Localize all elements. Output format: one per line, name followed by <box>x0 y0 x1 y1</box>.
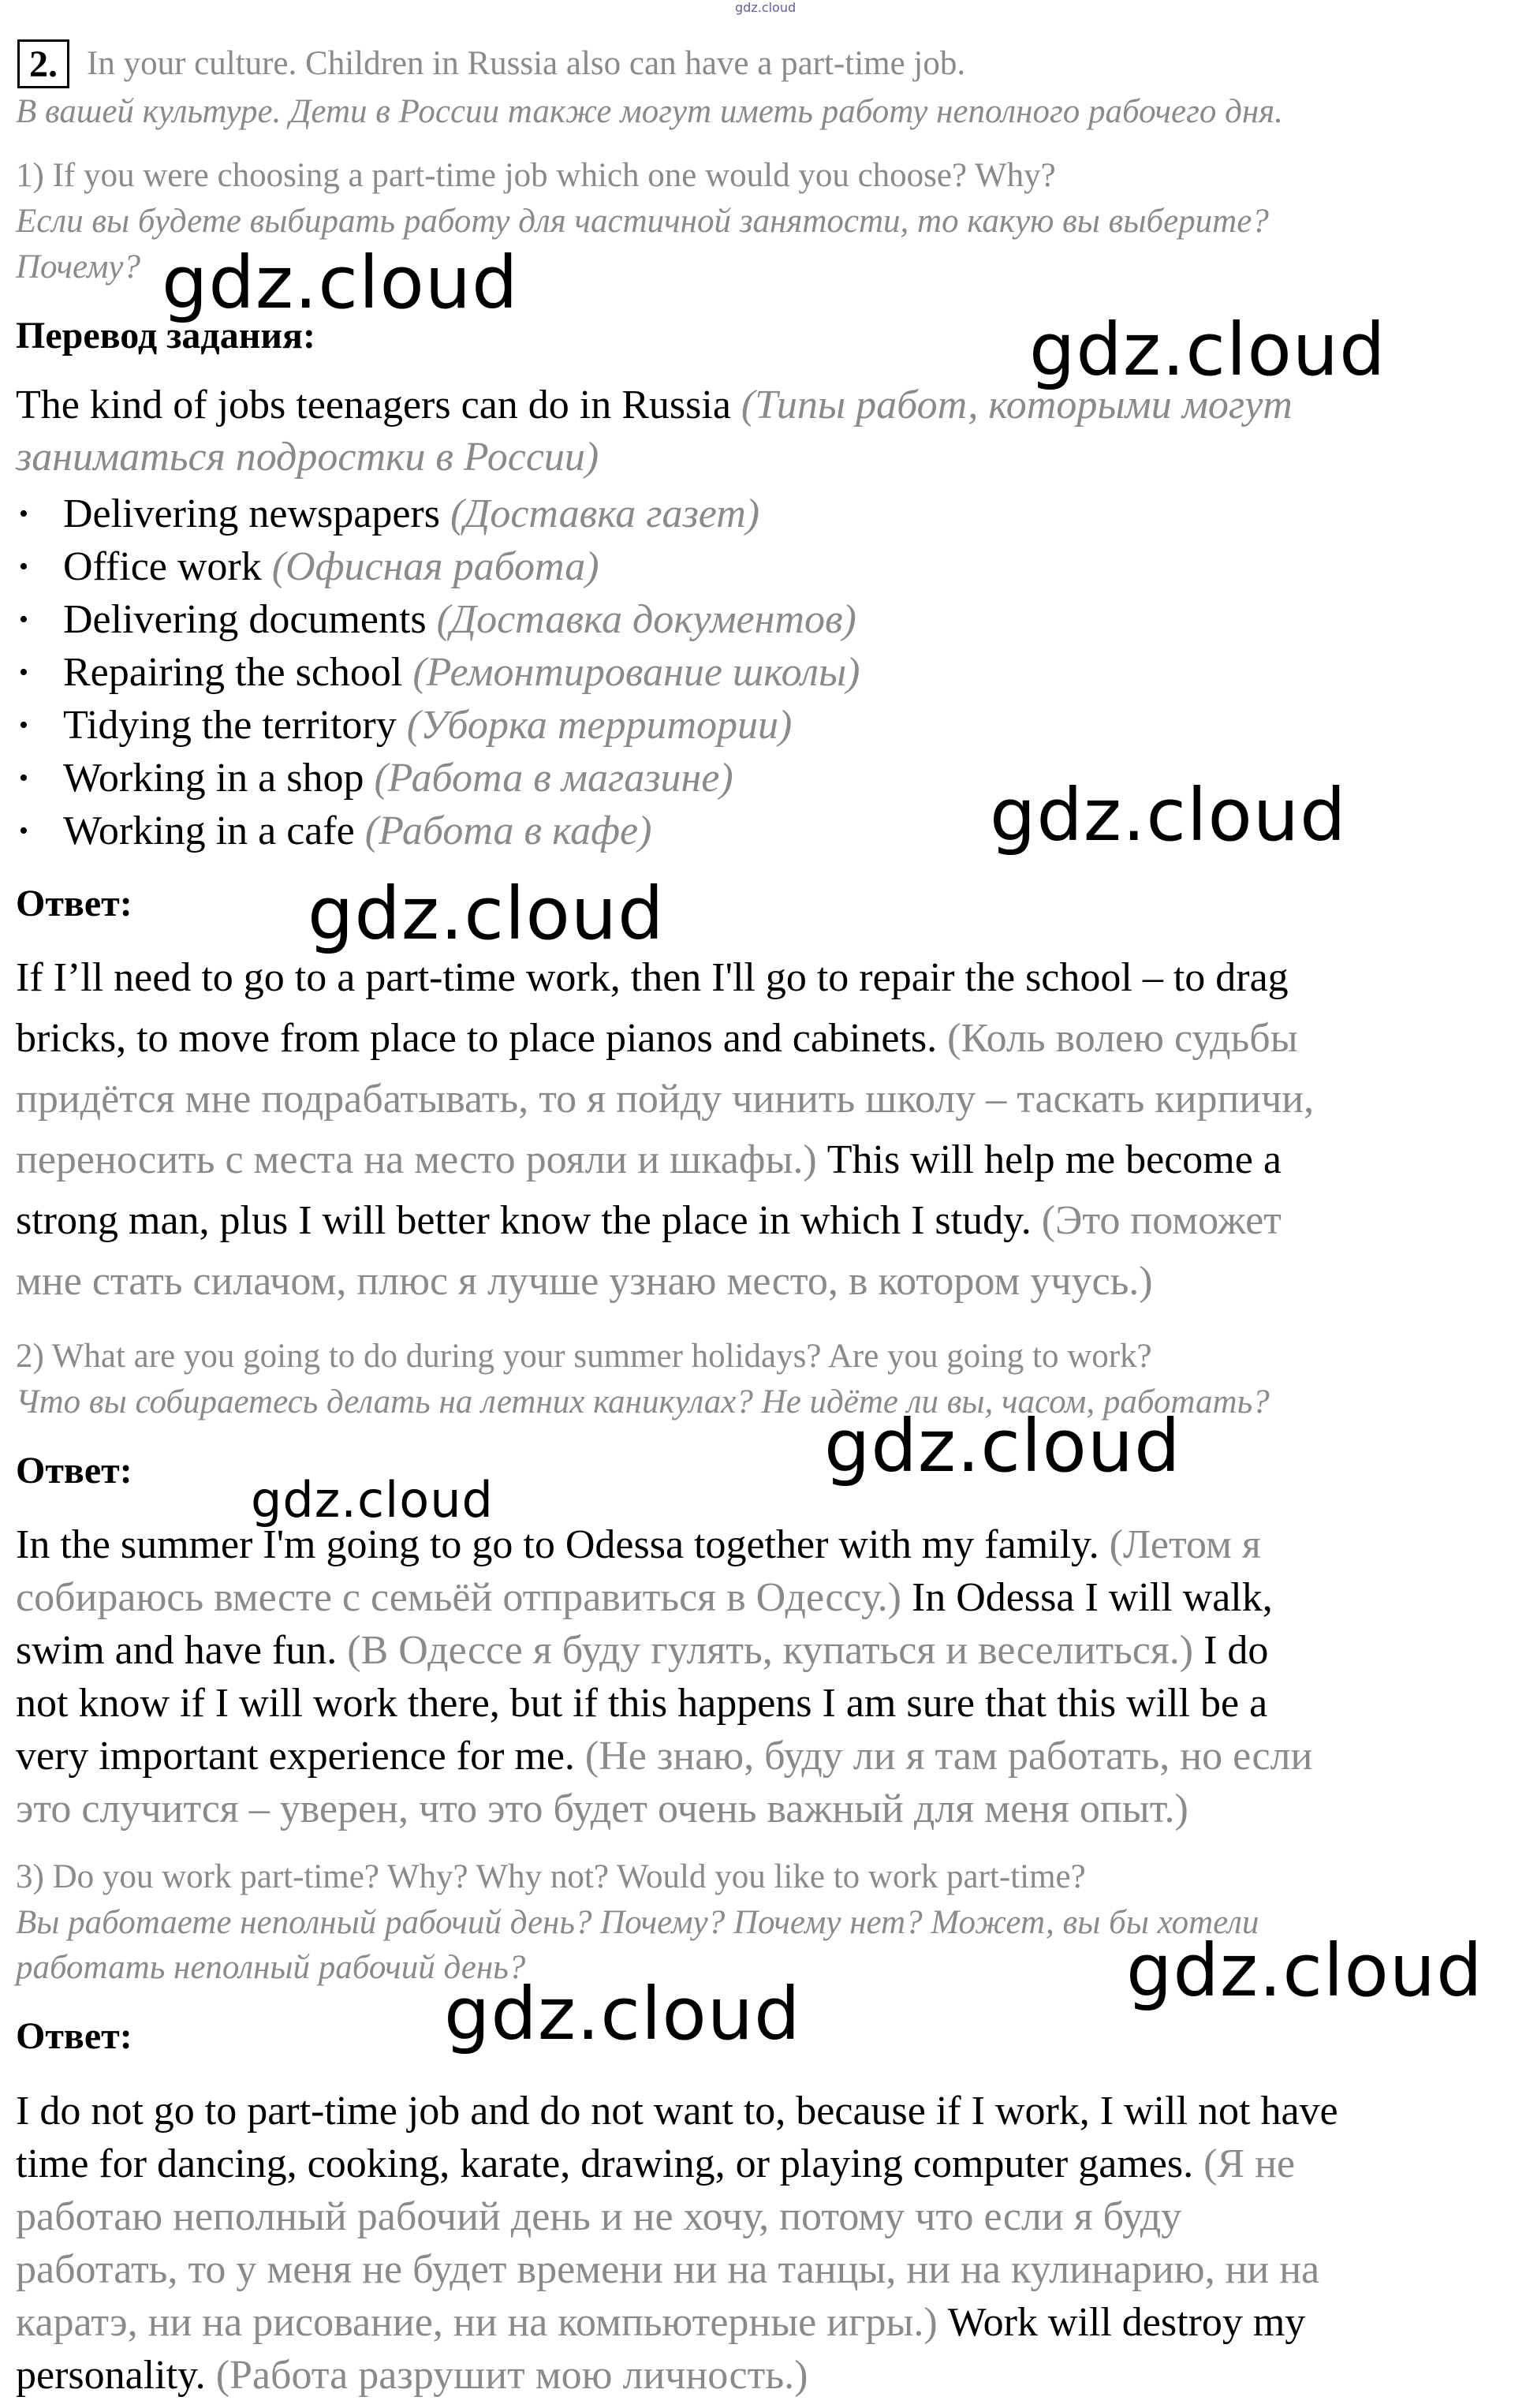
answer-1-line6: мне стать силачом, плюс я лучше узнаю место, в котором учусь.) <box>16 1259 1153 1304</box>
answer-2-line2 <box>16 1574 1273 1621</box>
top-watermark: gdz.cloud <box>735 0 797 15</box>
list-item: • Delivering documents (Доставка документов) <box>19 597 856 642</box>
answer-3-line5-en: Work will destroy my <box>947 2300 1306 2345</box>
question-1-ru-line1: Если вы будете выбирать работу для частичной занятости, то какую вы выберите? <box>16 203 1269 240</box>
answer-3-line4: работать, то у меня не будет времени ни на танцы, ни на кулинарию, ни на <box>16 2247 1320 2292</box>
answer-2-line5 <box>16 1733 1312 1779</box>
answer-1-line5-ru: (Это поможет <box>1041 1198 1282 1243</box>
job-ru: (Доставка документов) <box>436 597 856 642</box>
question-2-ru: Что вы собираетесь делать на летних каникулах? Не идёте ли вы, часом, работать? <box>16 1383 1270 1421</box>
task-translation-heading: Перевод задания: <box>16 315 315 357</box>
list-item: • Working in a shop (Работа в магазине) <box>19 756 733 801</box>
question-3-ru-line2: работать неполный рабочий день? <box>16 1949 526 1986</box>
job-en: Working in a shop <box>63 756 364 801</box>
watermark: gdz.cloud <box>251 1471 494 1529</box>
answer-1-line4-en: This will help me become a <box>826 1137 1282 1182</box>
question-3-en: 3) Do you work part-time? Why? Why not? Would you like to work part-time? <box>16 1858 1086 1895</box>
watermark: gdz.cloud <box>444 1972 801 2056</box>
answer-3-line6-ru: (Работа разрушит мою личность.) <box>215 2353 808 2398</box>
answer-2-line1-en: In the summer I'm going to go to Odessa together with my family. <box>16 1522 1099 1567</box>
answer-2-line1-ru: (Летом я <box>1109 1522 1261 1567</box>
answer-3-line1: I do not go to part-time job and do not want to, because if I work, I will not have <box>16 2089 1338 2134</box>
job-en: Delivering documents <box>63 597 427 642</box>
job-ru: (Ремонтирование школы) <box>412 650 860 695</box>
job-en: Working in a cafe <box>63 808 355 853</box>
question-3-ru-line1: Вы работаете неполный рабочий день? Почему? Почему нет? Может, вы бы хотели <box>16 1904 1259 1941</box>
intro-ru: В вашей культуре. Дети в России также могут иметь работу неполного рабочего дня. <box>16 93 1283 130</box>
watermark: gdz.cloud <box>1029 308 1386 392</box>
exercise-number: 2. <box>17 39 69 88</box>
jobs-list <box>16 487 860 857</box>
job-ru: (Доставка газет) <box>450 491 760 536</box>
answer-3-line6-en: personality. <box>16 2353 206 2398</box>
watermark: gdz.cloud <box>162 241 519 325</box>
watermark: gdz.cloud <box>824 1404 1181 1488</box>
job-ru: (Офисная работа) <box>271 544 599 589</box>
answer-2-label: Ответ: <box>16 1450 132 1491</box>
answer-1-line3: придётся мне подрабатывать, то я пойду чинить школу – таскать кирпичи, <box>16 1077 1315 1122</box>
jobs-intro-en: The kind of jobs teenagers can do in Russia <box>16 383 731 427</box>
answer-3-line2-ru: (Я не <box>1203 2141 1296 2186</box>
answer-2-line3-ru: (В Одессе я буду гулять, купаться и веселиться.) <box>347 1628 1194 1673</box>
answer-2-line1 <box>16 1521 1261 1568</box>
answer-2-line3-en: swim and have fun. <box>16 1628 338 1673</box>
answer-3-line5-ru: каратэ, ни на рисование, ни на компьютерные игры.) <box>16 2300 938 2345</box>
watermark: gdz.cloud <box>990 773 1347 857</box>
answer-1-line5 <box>16 1197 1282 1244</box>
answer-1-line5-en: strong man, plus I will better know the place in which I study. <box>16 1198 1032 1243</box>
jobs-intro-ru-part2: заниматься подростки в России) <box>16 435 599 480</box>
job-en: Repairing the school <box>63 650 403 695</box>
watermark: gdz.cloud <box>308 872 665 956</box>
answer-3-line5 <box>16 2299 1305 2346</box>
answer-2-line2-ru: собираюсь вместе с семьёй отправиться в Одессу.) <box>16 1575 901 1620</box>
answer-2-line2-en: In Odessa I will walk, <box>911 1575 1273 1620</box>
answer-2-line5-ru: (Не знаю, буду ли я там работать, но если <box>584 1734 1313 1779</box>
list-item: • Delivering newspapers (Доставка газет) <box>19 491 760 536</box>
answer-1-line4-ru: переносить с места на место рояли и шкафы.) <box>16 1137 817 1182</box>
question-1-en: 1) If you were choosing a part-time job which one would you choose? Why? <box>16 157 1056 194</box>
answer-3-line2-en: time for dancing, cooking, karate, drawing, or playing computer games. <box>16 2141 1194 2186</box>
answer-1-line1: If I’ll need to go to a part-time work, then I'll go to repair the school – to drag <box>16 955 1289 1000</box>
answer-1-label: Ответ: <box>16 883 132 924</box>
job-ru: (Работа в магазине) <box>374 756 733 801</box>
job-en: Office work <box>63 544 262 589</box>
list-item: • Repairing the school (Ремонтирование школы) <box>19 650 860 695</box>
answer-1-line2-ru: (Коль волею судьбы <box>947 1016 1298 1061</box>
answer-3-label: Ответ: <box>16 2015 132 2057</box>
list-item: • Office work (Офисная работа) <box>19 544 599 589</box>
answer-1-line2-en: bricks, to move from place to place pianos and cabinets. <box>16 1016 938 1061</box>
watermark: gdz.cloud <box>1126 1928 1483 2013</box>
answer-2-line6: это случится – уверен, что это будет очень важный для меня опыт.) <box>16 1786 1188 1831</box>
job-en: Delivering newspapers <box>63 491 440 536</box>
answer-1-line2 <box>16 1015 1298 1062</box>
question-2-en: 2) What are you going to do during your summer holidays? Are you going to work? <box>16 1338 1152 1375</box>
job-ru: (Уборка территории) <box>406 703 793 748</box>
job-ru: (Работа в кафе) <box>364 808 652 853</box>
answer-3-line2 <box>16 2141 1295 2187</box>
intro-en: In your culture. Children in Russia also can have a part-time job. <box>87 45 966 82</box>
answer-2-line5-en: very important experience for me. <box>16 1734 575 1779</box>
answer-3-line3: работаю неполный рабочий день и не хочу, потому что если я буду <box>16 2194 1182 2239</box>
list-item: • Working in a cafe (Работа в кафе) <box>19 808 652 853</box>
answer-2-line3 <box>16 1627 1268 1674</box>
answer-2-line3-en2: I do <box>1203 1628 1269 1673</box>
answer-3-line6 <box>16 2352 808 2399</box>
jobs-intro-ru-part1: (Типы работ, которыми могут <box>741 383 1293 427</box>
answer-2-line4: not know if I will work there, but if this happens I am sure that this will be a <box>16 1681 1268 1726</box>
answer-1-line4 <box>16 1137 1282 1183</box>
job-en: Tidying the territory <box>63 703 397 748</box>
question-1-ru-line2: Почему? <box>16 248 140 286</box>
list-item: • Tidying the territory (Уборка территории) <box>19 703 793 748</box>
